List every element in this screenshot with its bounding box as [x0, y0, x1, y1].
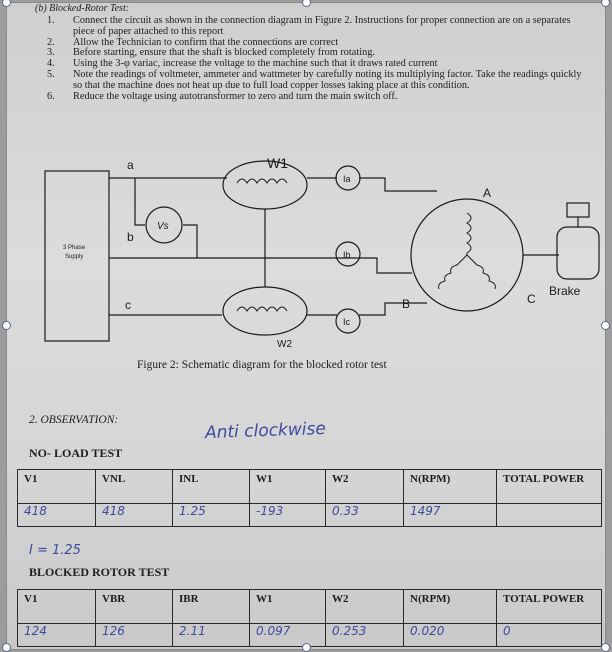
handwritten-note: Anti clockwise — [204, 418, 327, 444]
brake-label: Brake — [549, 284, 581, 298]
table-header-row — [18, 590, 602, 624]
table-cell: 0 — [497, 624, 602, 647]
table-cell: 0.33 — [326, 504, 404, 527]
node-b-label: B — [402, 297, 411, 311]
node-c-label: C — [527, 292, 536, 306]
procedure-step: 4. Using the 3-φ variac, increase the voltage to the machine such that it draws rated current — [47, 58, 438, 70]
table-row — [18, 504, 602, 527]
line-c-label: c — [125, 298, 131, 312]
resize-handle[interactable] — [601, 0, 610, 7]
figure-caption: Figure 2: Schematic diagram for the blocked rotor test — [137, 359, 387, 371]
voltmeter-label: Vs — [157, 221, 169, 232]
ammeter-c-label: Ic — [343, 317, 351, 327]
wattmeter2-label: W2 — [277, 339, 292, 350]
ammeter-a-label: Ia — [343, 174, 351, 184]
procedure-step: 1. Connect the circuit as shown in the connection diagram in Figure 2. Instructions for proper connection are on a separates piece of paper attached to this report — [47, 15, 571, 37]
table-cell: -193 — [250, 504, 326, 527]
table-cell: 124 — [18, 624, 96, 647]
table-cell: 418 — [18, 504, 96, 527]
line-b-label: b — [127, 230, 134, 244]
table-cell: 1.25 — [173, 504, 250, 527]
ammeter-b-label: Ib — [343, 250, 351, 260]
table-cell: 0.253 — [326, 624, 404, 647]
table-row — [18, 624, 602, 647]
resize-handle[interactable] — [2, 321, 11, 330]
table-cell: 0.097 — [250, 624, 326, 647]
resize-handle[interactable] — [302, 643, 311, 652]
table-cell: 0.020 — [404, 624, 497, 647]
column-header: W2 — [326, 470, 404, 504]
table-cell — [497, 504, 602, 527]
supply-label-line1: 3 Phase — [63, 245, 86, 251]
column-header: W1 — [250, 470, 326, 504]
table-cell: 2.11 — [173, 624, 250, 647]
blocked-rotor-table — [17, 589, 602, 647]
column-header: V1 — [18, 590, 96, 624]
column-header: N(RPM) — [404, 470, 497, 504]
column-header: VBR — [96, 590, 173, 624]
column-header: VNL — [96, 470, 173, 504]
procedure-step: 2. Allow the Technician to confirm that the connections are correct — [47, 36, 339, 48]
column-header: N(RPM) — [404, 590, 497, 624]
table-cell: 1497 — [404, 504, 497, 527]
no-load-heading: NO- LOAD TEST — [29, 446, 123, 460]
resize-handle[interactable] — [2, 643, 11, 652]
resize-handle[interactable] — [601, 643, 610, 652]
column-header: TOTAL POWER — [497, 470, 602, 504]
procedure-step: 6. Reduce the voltage using autotransformer to zero and turn the main switch off. — [47, 90, 398, 102]
no-load-table — [17, 469, 602, 527]
column-header: TOTAL POWER — [497, 590, 602, 624]
resize-handle[interactable] — [601, 321, 610, 330]
inl-note: I = 1.25 — [29, 543, 81, 558]
observation-heading: 2. OBSERVATION: — [29, 414, 119, 426]
table-cell: 126 — [96, 624, 173, 647]
table-header-row — [18, 470, 602, 504]
column-header: INL — [173, 470, 250, 504]
procedure-step: 5. Note the readings of voltmeter, ammeter and wattmeter by carefully noting its multiplying factor. Take the readings quickly so that the machine does not heat up due to full load copper losses taking place at this condition. — [47, 68, 582, 91]
column-header: IBR — [173, 590, 250, 624]
column-header: W2 — [326, 590, 404, 624]
supply-label-line2: Supply — [65, 254, 84, 260]
line-a-label: a — [127, 158, 134, 172]
table-cell: 418 — [96, 504, 173, 527]
procedure-step: 3. Before starting, ensure that the shaft is blocked completely from rotating. — [47, 47, 375, 59]
node-a-label: A — [483, 186, 492, 200]
wattmeter1-label: W1 — [267, 155, 288, 171]
column-header: V1 — [18, 470, 96, 504]
section-title: (b) Blocked-Rotor Test: — [35, 3, 130, 14]
blocked-rotor-heading: BLOCKED ROTOR TEST — [29, 565, 170, 579]
worksheet-page — [6, 2, 606, 650]
connection-diagram — [7, 3, 605, 353]
column-header: W1 — [250, 590, 326, 624]
